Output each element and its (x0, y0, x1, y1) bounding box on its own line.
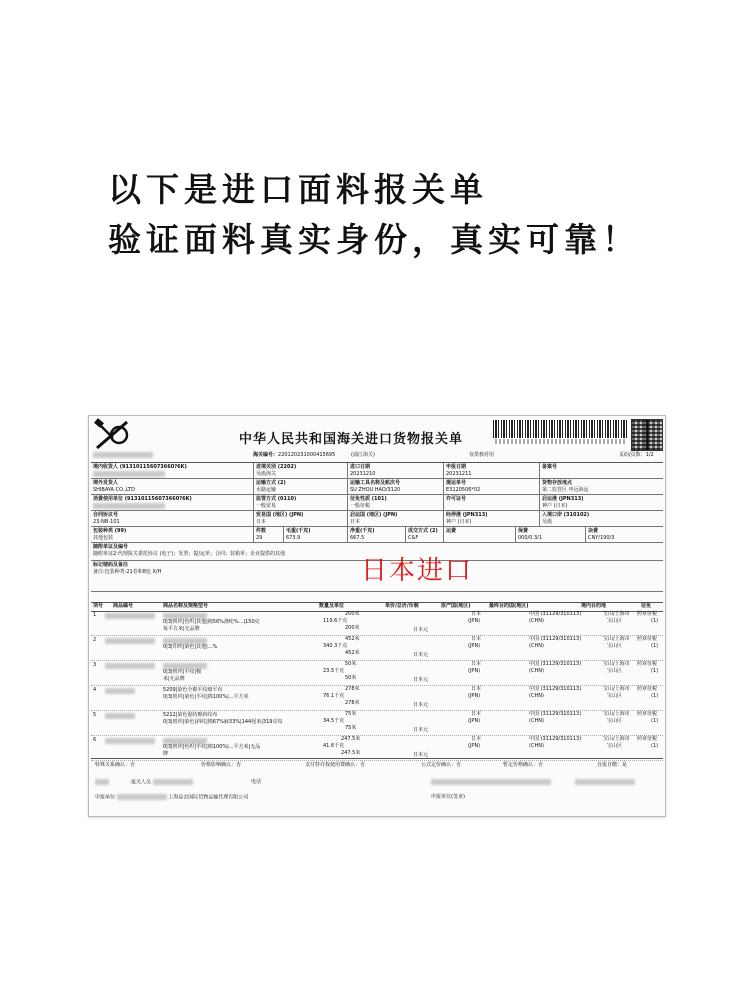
misc-cell: 杂费 CNY/190/3 (585, 527, 663, 542)
field-row (91, 527, 663, 543)
shipper-cell: 境外发货人 SHIBAYA CO.,LTD (93, 480, 135, 493)
field-row (91, 463, 663, 479)
supervision-cell: 监管方式 (0110) 一般贸易 (253, 495, 347, 510)
provisional-price: 暂定价格确认：否 (503, 762, 544, 768)
customs-name: (浦江海关) (351, 452, 375, 458)
field-row (91, 495, 663, 511)
col-origin: 原产国(地区) (441, 603, 471, 609)
table-row: 6 0|3|机织|色织|平纹|棉100%|...平方米|无品 牌 247.5米 41.6千克 247.5米 日本元 日本 (JPN) 中国 (31129/310113) (CHN) 宝山/上海市 宝山区 照章征税 (1) (91, 736, 663, 761)
entry-port-cell: 进境关别 (2202) 吴淞海关 (253, 463, 347, 478)
field-row (91, 479, 663, 495)
field-row (91, 511, 663, 527)
levy-cell: 征免性质 (101) 一般征税 (347, 495, 443, 510)
import-date-cell: 进口日期 20231210 (347, 463, 443, 478)
headline-line-2: 验证面料真实身份，真实可靠！ (108, 220, 640, 259)
check-note: 仅供核对用 (469, 452, 495, 458)
headline-line-1: 以下是进口面料报关单 (108, 170, 488, 209)
table-row: 5 5212|染色混纺棉斜纹布 0|3|机织|染色|斜纹|棉67%麻33%|144厘米|319克每 75米 34.5千克 75米 日本元 日本 (JPN) 中国 (31129/310113) (CHN) 宝山/上海市 宝山区 照章征税 (1) (91, 711, 663, 736)
col-spec: 商品名称及规格型号 (163, 603, 209, 609)
declaration-number: 海关编号：220120231000415695 (253, 452, 336, 458)
table-row: 2 0|3|印织|染色|其他|...% 452米 340.3千克 452米 日本元 日本 (JPN) 中国 (31129/310113) (CHN) 宝山/上海市 宝山区 照章征税 (1) (91, 636, 663, 661)
col-qty: 数量及单位 (319, 603, 345, 609)
terms-cell: 成交方式 (2) C&F (405, 527, 443, 542)
contract-cell: 合同协议号 23-NB-101 (93, 512, 120, 525)
col-levy: 征免 (641, 603, 652, 609)
goods-place-cell: 货物存放地点 第二监管区 申远海运 (539, 479, 663, 494)
preentry-number (93, 452, 153, 460)
form-title: 中华人民共和国海关进口货物报关单 (239, 432, 464, 447)
col-destination: 最终目的国(地区) (489, 603, 529, 609)
col-item-no: 项号 (93, 603, 104, 609)
insurance-cell: 保费 000/0.3/1 (515, 527, 585, 542)
trade-country-cell: 贸易国 (地区) (JPN) 日本 (253, 511, 347, 526)
pieces-cell: 件数 29 (253, 527, 283, 542)
origin-port-cell: 启运港 (JPN313) 神户 (日本) (539, 495, 663, 510)
form-footer (91, 758, 663, 809)
col-price: 单价/总价/币制 (385, 603, 419, 609)
goods-table (91, 611, 663, 761)
consignee-cell: 境内收货人 (913101156073660?6K) (91, 463, 253, 478)
license-cell: 许可证号 (443, 495, 539, 510)
via-port-cell: 经停港 (JPN313) 神户 (日本) (443, 511, 539, 526)
consumer-cell: 消费使用单位 (913101156073660?6K) (91, 495, 253, 510)
col-domestic-place: 境内目的地 (581, 603, 607, 609)
declare-unit: 申报单位 上海益舍国际货物运输代理有限公司 (95, 794, 249, 801)
table-row: 4 5209|染色全棉平纹细平布 0|3|机织|染色|平纹|棉100%|...平方米 278米 76.1千克 278米 日本元 日本 (JPN) 中国 (31129/310113) (CHN) 宝山/上海市 宝山区 照章征税 (1) (91, 686, 663, 711)
customs-declaration-form (88, 415, 666, 817)
declarer-label (95, 779, 109, 787)
declare-date-cell: 申报日期 20231211 (443, 463, 539, 478)
package-cell: 包装种类 (99) 其他包装 (93, 528, 127, 541)
customs-emblem-icon (93, 418, 133, 452)
bl-cell: 提运单号 E3120506*02 (443, 479, 539, 494)
customs-note (431, 779, 551, 787)
qr-code (631, 419, 663, 451)
barcode-digits (495, 439, 627, 444)
vessel-cell: 运输工具名称及航次号 SU ZHOU HAO/3120 (347, 479, 443, 494)
net-cell: 净重(千克) 667.5 (347, 527, 405, 542)
customs-remark (575, 779, 635, 787)
self-pay: 自报自缴：是 (597, 762, 628, 768)
unit-stamp: 申报单位(签章) (431, 794, 465, 800)
special-relation: 特殊关系确认：否 (95, 762, 136, 768)
table-row: 3 0|3|机织|平纹|棉 米|无品牌 50米 23.5千克 50米 日本元 日本 (JPN) 中国 (31129/310113) (CHN) 宝山/上海市 宝山区 照章征税 (1) (91, 661, 663, 686)
docs-cell: 随附单证及编号 随附单证2:代理报关委托协议 (电子)；发票；提/运单；合同；装箱单；企业提供的其他 (93, 544, 286, 557)
royalty: 支付特许权使用费确认：否 (305, 762, 366, 768)
formula-price: 公式定价确认：否 (421, 762, 462, 768)
price-effect: 价格影响确认：否 (201, 762, 242, 768)
marks-cell: 标记唛码及备注 备注:包装种类:21卷和8包 X/H (93, 562, 162, 575)
page-count: 页码/页数：1/2 (619, 452, 654, 458)
phone: 电话 (251, 779, 262, 785)
record-cell: 备案号 (539, 463, 663, 478)
japan-import-stamp: 日本进口 (361, 556, 474, 586)
freight-cell: 运费 (443, 527, 515, 542)
table-row: 1 0|3|机织|色织|其他|棉56%涤纶%...|150克 每平方米|无品牌 200米 119.6千克 200米 日本元 日本 (JPN) 中国 (31129/310113) (CHN) 宝山/上海市 宝山区 照章征税 (1) (91, 611, 663, 636)
barcode (493, 420, 627, 438)
origin-country-cell: 启运国 (地区) (JPN) 日本 (347, 511, 443, 526)
declarer: 报关人员 (131, 779, 193, 787)
transport-cell: 运输方式 (2) 水路运输 (253, 479, 347, 494)
gross-cell: 毛重(千克) 673.9 (283, 527, 347, 542)
col-hs-code: 商品编号 (113, 603, 134, 609)
entry-place-cell: 入境口岸 (310102) 吴淞 (539, 511, 663, 526)
